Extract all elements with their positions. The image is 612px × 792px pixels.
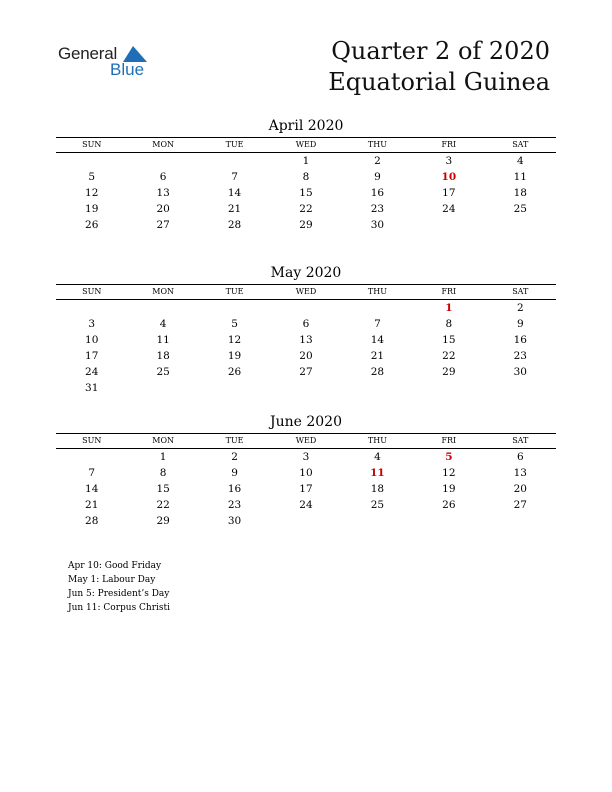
weekday-label: TUE	[225, 436, 244, 445]
day-cell	[199, 153, 270, 169]
day-cell: 23	[370, 203, 385, 215]
day-cell: 16	[370, 187, 385, 199]
week-row	[56, 217, 556, 233]
day-cell: 31	[85, 382, 99, 394]
day-cell: 4	[159, 318, 167, 330]
weekday-label: FRI	[441, 287, 457, 296]
holiday-day-cell: 5	[445, 451, 453, 463]
holiday-item: May 1: Labour Day	[68, 575, 156, 585]
weekday-header	[56, 284, 556, 300]
day-cell: 22	[299, 203, 313, 215]
day-cell: 16	[513, 334, 527, 346]
day-cell	[56, 300, 127, 316]
week-row	[56, 449, 556, 465]
day-cell: 15	[299, 187, 313, 199]
day-cell: 25	[370, 499, 385, 511]
day-cell: 15	[156, 483, 170, 495]
day-cell	[413, 217, 484, 233]
week-row	[56, 201, 556, 217]
day-cell: 5	[88, 171, 96, 183]
day-cell	[56, 449, 127, 465]
holiday-item: Jun 11: Corpus Christi	[68, 603, 171, 613]
holiday-day-cell: 11	[370, 467, 385, 479]
day-cell	[413, 380, 484, 396]
day-cell: 27	[156, 219, 170, 231]
day-cell: 21	[370, 350, 385, 362]
day-cell: 26	[442, 499, 456, 511]
day-cell: 10	[85, 334, 99, 346]
day-cell: 6	[159, 171, 167, 183]
day-cell	[342, 300, 413, 316]
day-cell: 20	[156, 203, 170, 215]
page-title	[328, 36, 550, 98]
day-cell	[485, 380, 556, 396]
weekday-label: SAT	[512, 287, 529, 296]
day-cell: 12	[442, 467, 456, 479]
month-june	[56, 413, 556, 529]
week-row	[56, 513, 556, 529]
weekday-label: SUN	[82, 140, 102, 149]
day-cell: 8	[302, 171, 310, 183]
day-cell: 14	[85, 483, 99, 495]
day-cell: 21	[227, 203, 242, 215]
weekday-label: WED	[295, 140, 317, 149]
week-row	[56, 169, 556, 185]
weekday-label: WED	[295, 436, 317, 445]
day-cell: 14	[227, 187, 242, 199]
week-row	[56, 153, 556, 169]
weekday-label: FRI	[441, 436, 457, 445]
weekday-label: MON	[152, 140, 174, 149]
day-cell: 27	[513, 499, 527, 511]
day-cell: 25	[156, 366, 170, 378]
weekday-label: THU	[367, 436, 387, 445]
day-cell: 9	[516, 318, 524, 330]
week-row	[56, 364, 556, 380]
day-cell: 2	[374, 155, 381, 167]
day-cell: 3	[302, 451, 310, 463]
day-cell: 7	[88, 467, 96, 479]
day-cell	[413, 513, 484, 529]
day-cell: 4	[516, 155, 524, 167]
week-row	[56, 497, 556, 513]
day-cell: 12	[85, 187, 99, 199]
day-cell: 19	[85, 203, 99, 215]
day-cell: 19	[227, 350, 242, 362]
day-cell: 13	[299, 334, 313, 346]
day-cell	[199, 300, 270, 316]
holiday-item: Jun 5: President’s Day	[68, 589, 170, 599]
logo	[58, 44, 158, 80]
day-cell: 24	[299, 499, 313, 511]
day-cell: 23	[227, 499, 242, 511]
day-cell: 18	[370, 483, 385, 495]
week-row	[56, 380, 556, 396]
title-country: Equatorial Guinea	[328, 68, 550, 96]
day-cell: 26	[85, 219, 99, 231]
day-cell	[342, 380, 413, 396]
day-cell: 2	[516, 302, 524, 314]
weekday-label: SAT	[512, 140, 529, 149]
holiday-day-cell: 10	[441, 171, 457, 183]
day-cell: 20	[513, 483, 527, 495]
day-cell: 11	[513, 171, 527, 183]
weekday-label: THU	[367, 140, 387, 149]
day-cell: 24	[442, 203, 456, 215]
day-cell: 29	[299, 219, 313, 231]
title-quarter: Quarter 2 of 2020	[331, 37, 550, 65]
day-cell: 4	[374, 451, 381, 463]
weekday-label: SUN	[82, 287, 102, 296]
weekday-label: WED	[295, 287, 317, 296]
week-row	[56, 481, 556, 497]
weekday-label: SUN	[82, 436, 102, 445]
day-cell: 24	[85, 366, 99, 378]
day-cell: 7	[374, 318, 381, 330]
day-cell: 18	[156, 350, 170, 362]
day-cell: 11	[156, 334, 170, 346]
day-cell: 23	[513, 350, 527, 362]
month-title: April 2020	[268, 118, 344, 134]
weekday-label: MON	[152, 287, 174, 296]
weekday-label: TUE	[225, 287, 244, 296]
week-row	[56, 332, 556, 348]
weekday-label: MON	[152, 436, 174, 445]
month-april	[56, 117, 556, 233]
month-may	[56, 264, 556, 396]
day-cell: 15	[442, 334, 456, 346]
day-cell: 2	[231, 451, 238, 463]
day-cell: 12	[227, 334, 242, 346]
day-cell: 7	[231, 171, 238, 183]
day-cell: 19	[442, 483, 456, 495]
day-cell: 3	[88, 318, 96, 330]
day-cell: 16	[227, 483, 242, 495]
day-cell: 3	[445, 155, 453, 167]
day-cell	[270, 380, 341, 396]
day-cell	[270, 513, 341, 529]
day-cell: 30	[370, 219, 385, 231]
day-cell: 27	[299, 366, 313, 378]
day-cell	[342, 513, 413, 529]
day-cell: 17	[85, 350, 99, 362]
day-cell	[56, 153, 127, 169]
holiday-day-cell: 1	[445, 302, 453, 314]
day-cell: 9	[231, 467, 238, 479]
day-cell: 1	[159, 451, 167, 463]
month-title: May 2020	[270, 265, 342, 281]
day-cell	[485, 513, 556, 529]
day-cell: 30	[227, 515, 242, 527]
weekday-label: FRI	[441, 140, 457, 149]
day-cell: 20	[299, 350, 313, 362]
day-cell: 14	[370, 334, 385, 346]
day-cell: 30	[513, 366, 527, 378]
day-cell: 22	[442, 350, 456, 362]
weekday-header	[56, 433, 556, 449]
day-cell	[127, 153, 198, 169]
weekday-label: SAT	[512, 436, 529, 445]
holiday-item: Apr 10: Good Friday	[68, 561, 162, 571]
day-cell: 8	[159, 467, 167, 479]
day-cell: 18	[513, 187, 527, 199]
day-cell: 6	[516, 451, 524, 463]
weekday-header	[56, 137, 556, 153]
day-cell: 28	[85, 515, 99, 527]
day-cell	[270, 300, 341, 316]
day-cell: 5	[231, 318, 238, 330]
day-cell: 13	[156, 187, 170, 199]
day-cell: 22	[156, 499, 170, 511]
week-row	[56, 348, 556, 364]
day-cell: 13	[513, 467, 527, 479]
day-cell: 9	[374, 171, 381, 183]
week-row	[56, 185, 556, 201]
day-cell: 29	[156, 515, 170, 527]
day-cell: 6	[302, 318, 310, 330]
day-cell	[127, 300, 198, 316]
day-cell	[199, 380, 270, 396]
weekday-label: THU	[367, 287, 387, 296]
day-cell: 10	[299, 467, 313, 479]
day-cell: 21	[85, 499, 99, 511]
week-row	[56, 300, 556, 316]
day-cell: 1	[302, 155, 310, 167]
logo-word-general: General	[58, 44, 118, 63]
day-cell: 29	[442, 366, 456, 378]
week-row	[56, 316, 556, 332]
day-cell: 25	[513, 203, 527, 215]
day-cell: 17	[442, 187, 456, 199]
day-cell	[485, 217, 556, 233]
week-row	[56, 465, 556, 481]
day-cell: 28	[370, 366, 385, 378]
day-cell: 28	[227, 219, 242, 231]
month-title: June 2020	[269, 414, 342, 430]
weekday-label: TUE	[225, 140, 244, 149]
day-cell	[127, 380, 198, 396]
holiday-list	[68, 559, 170, 615]
day-cell: 8	[445, 318, 453, 330]
day-cell: 26	[227, 366, 242, 378]
day-cell: 17	[299, 483, 313, 495]
logo-word-blue: Blue	[110, 60, 145, 79]
